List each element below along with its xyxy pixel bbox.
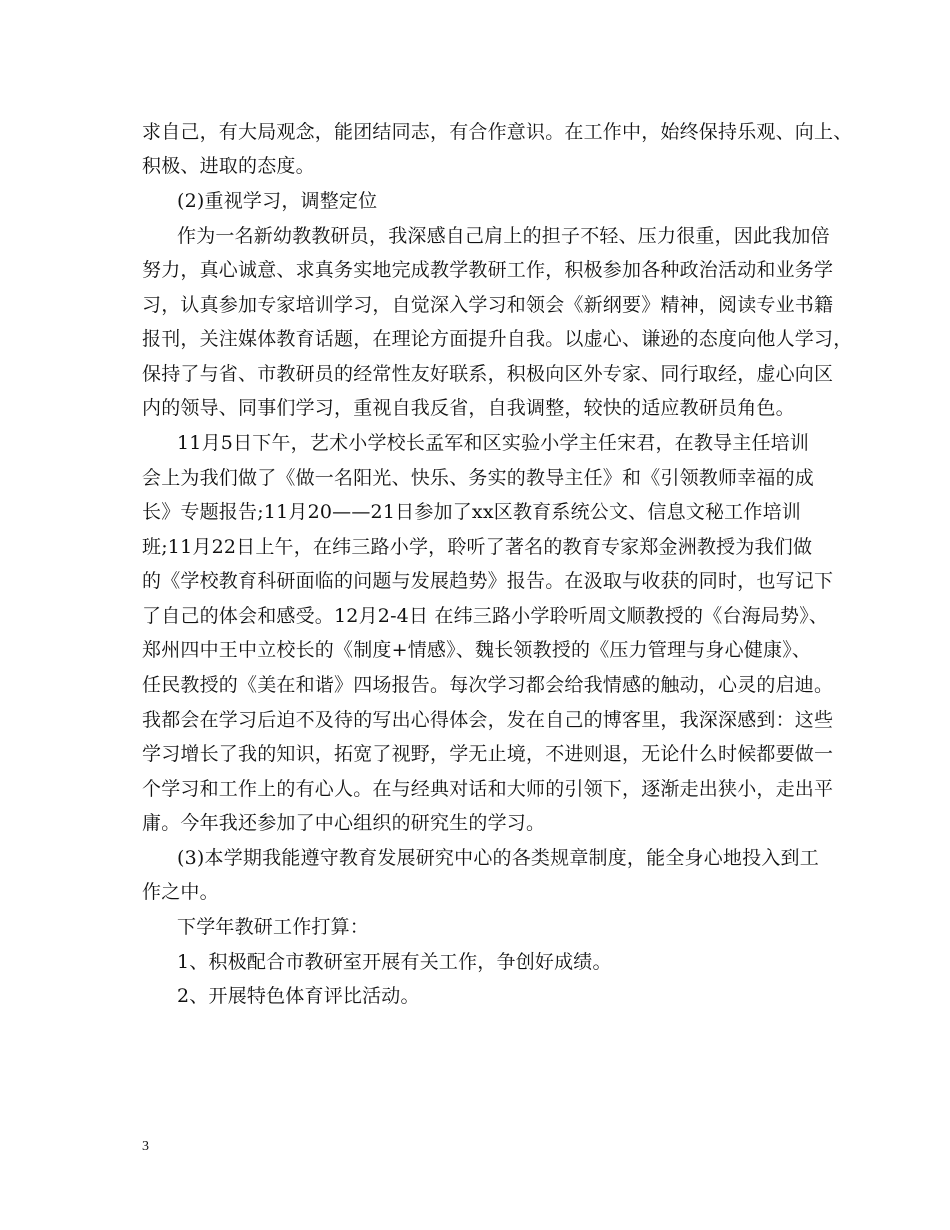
text-line: 作之中。 <box>142 881 219 903</box>
text-line: 郑州四中王中立校长的《制度+情感》、魏长领教授的《压力管理与身心健康》、 <box>142 639 812 661</box>
list-item: 1、积极配合市教研室开展有关工作，争创好成绩。 <box>177 951 612 973</box>
text-line: 班;11月22日上午，在纬三路小学，聆听了著名的教育专家郑金洲教授为我们做 <box>142 536 813 558</box>
text-line: 11月5日下午，艺术小学校长孟军和区实验小学主任宋君，在教导主任培训 <box>177 432 810 454</box>
page-number: 3 <box>142 1139 149 1154</box>
text-line: 长》专题报告;11月20——21日参加了xx区教育系统公文、信息文秘工作培训 <box>142 501 801 523</box>
text-line: 任民教授的《美在和谐》四场报告。每次学习都会给我情感的触动，心灵的启迪。 <box>142 674 834 696</box>
text-line: 求自己，有大局观念，能团结同志，有合作意识。在工作中，始终保持乐观、向上、 <box>142 121 853 143</box>
section-heading: (2)重视学习，调整定位 <box>177 190 378 212</box>
text-line: 保持了与省、市教研员的经常性友好联系，积极向区外专家、同行取经，虚心向区 <box>142 363 834 385</box>
text-line: 习，认真参加专家培训学习，自觉深入学习和领会《新纲要》精神，阅读专业书籍 <box>142 294 834 316</box>
section-heading: 下学年教研工作打算： <box>177 916 370 938</box>
text-line: 会上为我们做了《做一名阳光、快乐、务实的教导主任》和《引领教师幸福的成 <box>142 467 815 489</box>
text-line: 报刊，关注媒体教育话题，在理论方面提升自我。以虚心、谦逊的态度向他人学习， <box>142 328 853 350</box>
text-line: 努力，真心诚意、求真务实地完成教学教研工作，积极参加各种政治活动和业务学 <box>142 259 834 281</box>
text-line: 了自己的体会和感受。12月2-4日 在纬三路小学聆听周文顺教授的《台海局势》、 <box>142 605 829 627</box>
list-item: 2、开展特色体育评比活动。 <box>177 985 420 1007</box>
text-line: 学习增长了我的知识，拓宽了视野，学无止境，不进则退，无论什么时候都要做一 <box>142 743 834 765</box>
text-line: 我都会在学习后迫不及待的写出心得体会，发在自己的博客里，我深深感到：这些 <box>142 709 834 731</box>
text-line: 个学习和工作上的有心人。在与经典对话和大师的引领下，逐渐走出狭小，走出平 <box>142 778 834 800</box>
text-line: 作为一名新幼教教研员，我深感自己肩上的担子不轻、压力很重，因此我加倍 <box>177 225 830 247</box>
text-line: 的《学校教育科研面临的问题与发展趋势》报告。在汲取与收获的同时，也写记下 <box>142 570 834 592</box>
text-line: 积极、进取的态度。 <box>142 155 315 177</box>
text-line: 庸。今年我还参加了中心组织的研究生的学习。 <box>142 812 546 834</box>
text-line: 内的领导、同事们学习，重视自我反省，自我调整，较快的适应教研员角色。 <box>142 397 795 419</box>
text-line: (3)本学期我能遵守教育发展研究中心的各类规章制度，能全身心地投入到工 <box>177 847 819 869</box>
